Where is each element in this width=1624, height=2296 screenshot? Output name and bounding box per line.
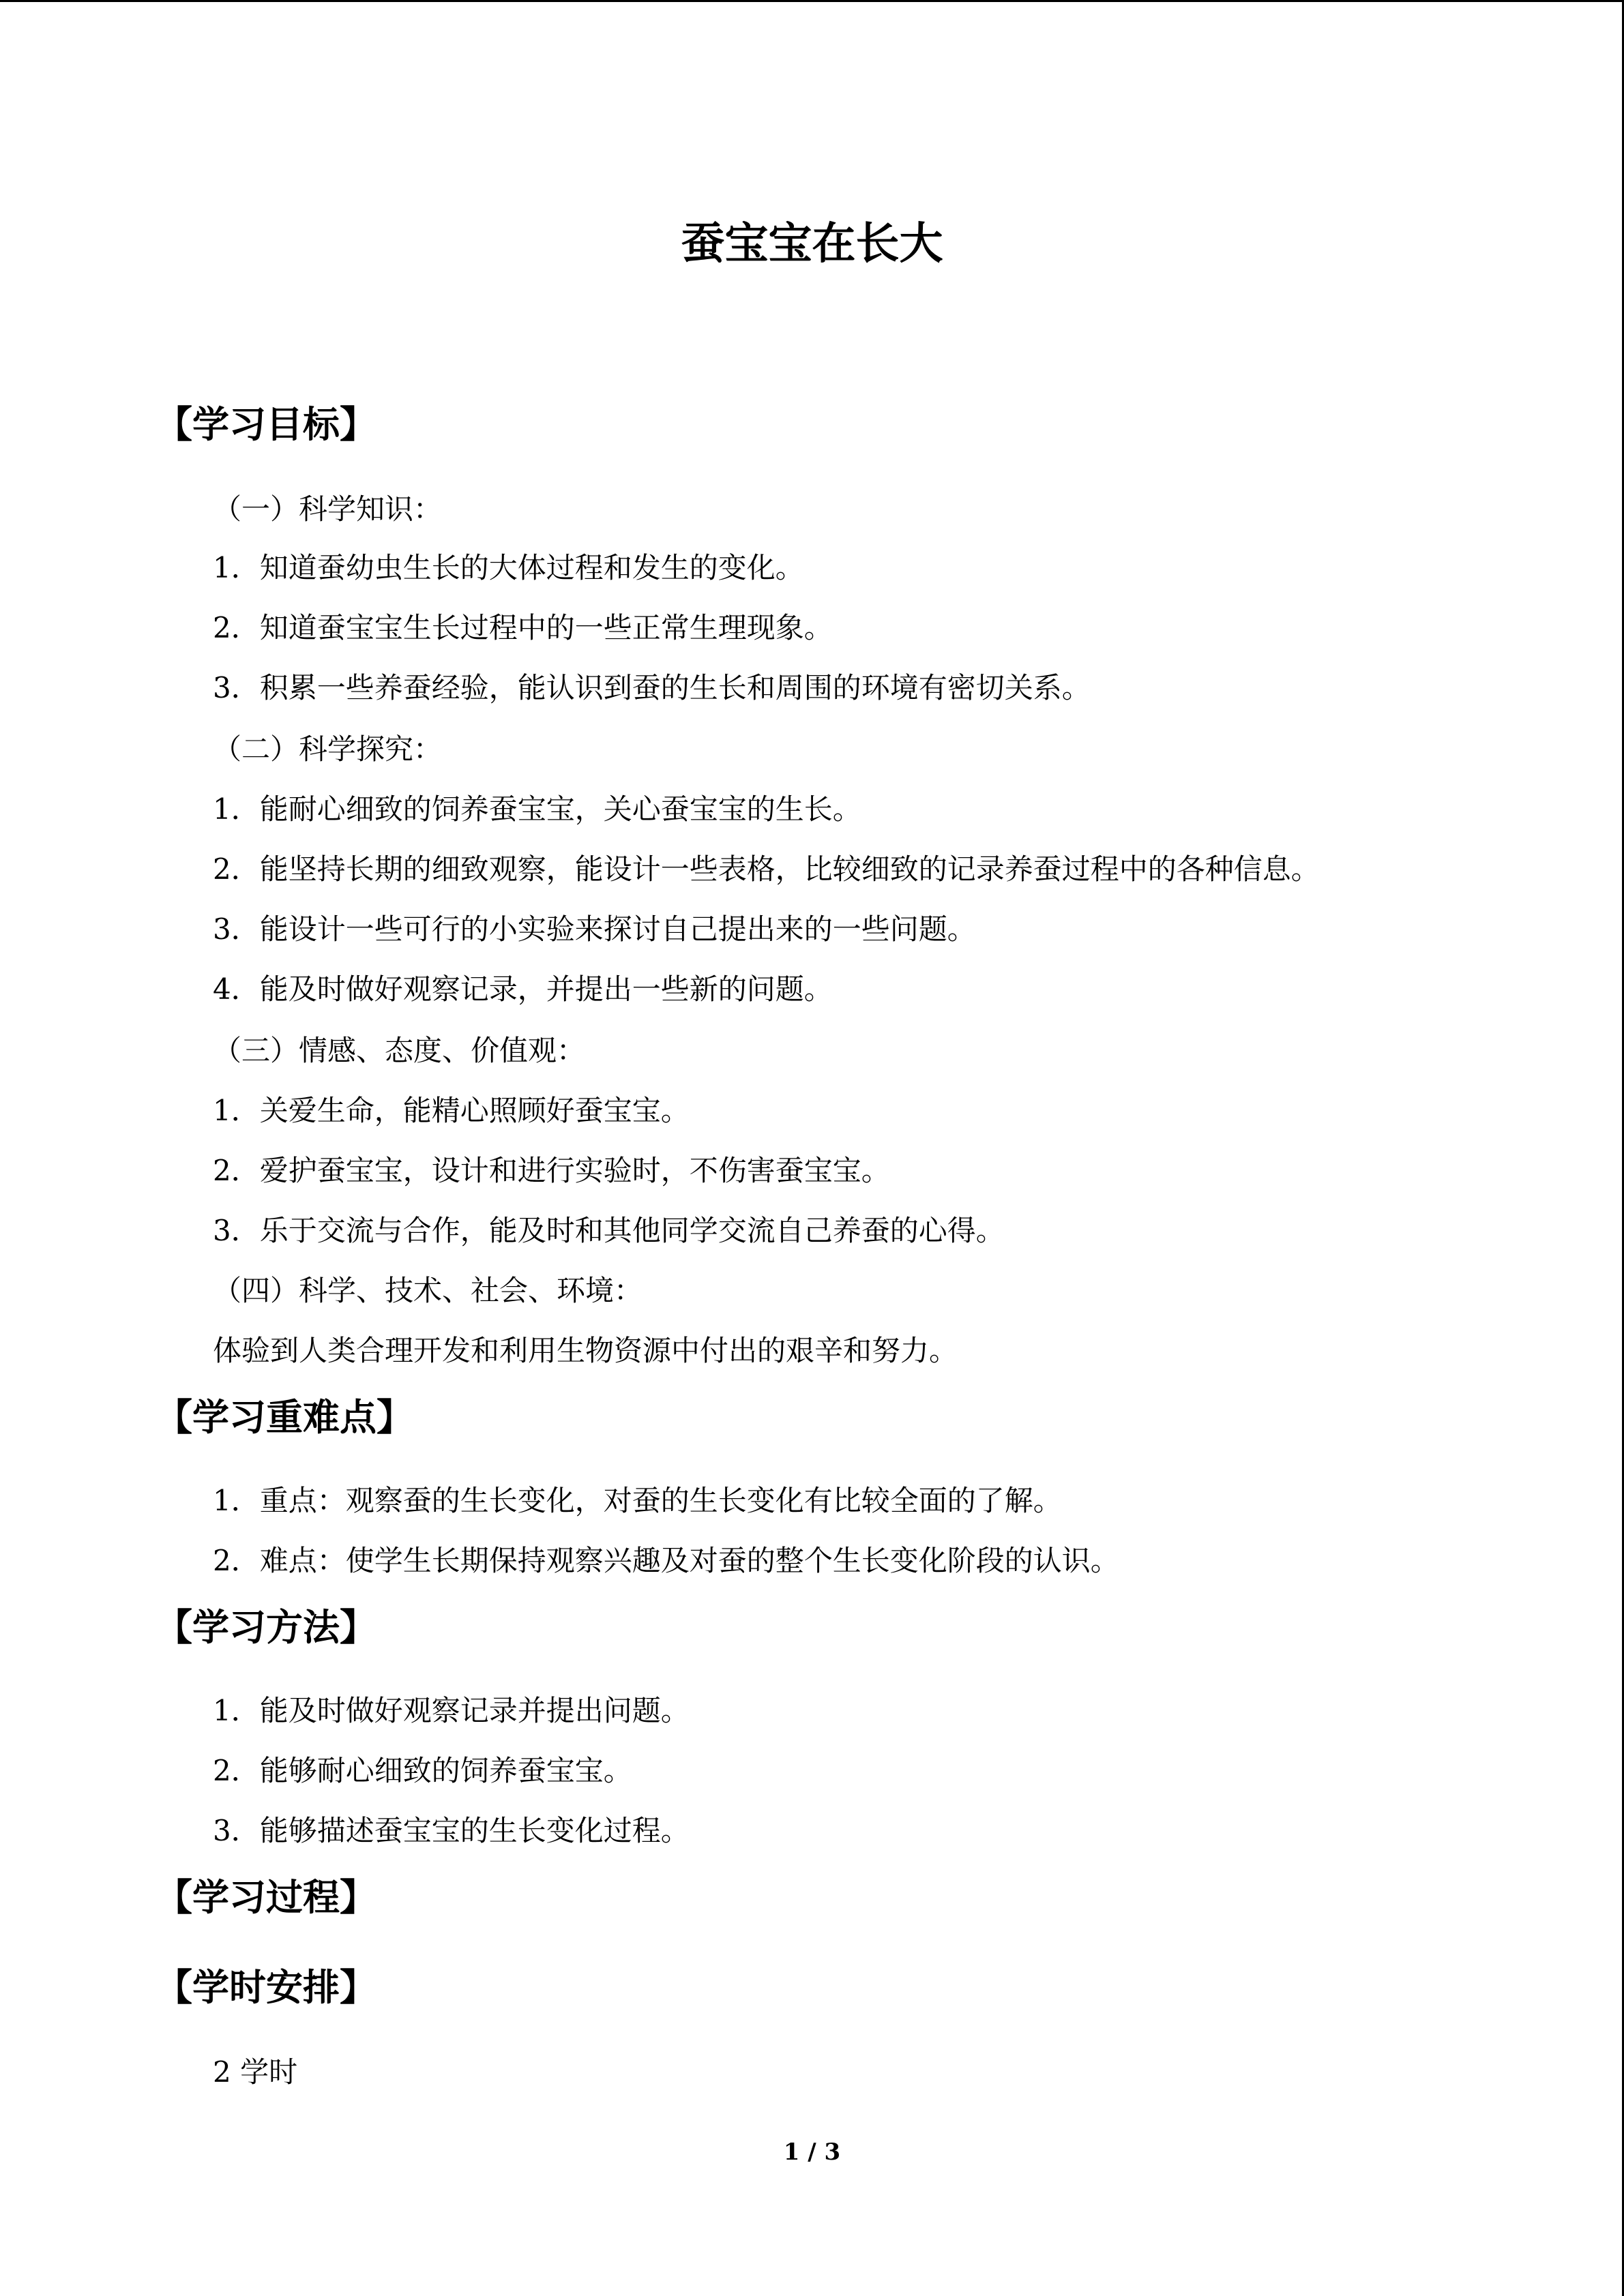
- objectives-inquiry-item: 2．能坚持长期的细致观察，能设计一些表格，比较细致的记录养蚕过程中的各种信息。: [213, 852, 1320, 886]
- methods-item: 1．能及时做好观察记录并提出问题。: [213, 1694, 690, 1727]
- objectives-inquiry-item: 1．能耐心细致的饲养蚕宝宝，关心蚕宝宝的生长。: [213, 792, 861, 826]
- objectives-society-label: （四）科学、技术、社会、环境：: [213, 1274, 643, 1307]
- key-points-item: 2．难点：使学生长期保持观察兴趣及对蚕的整个生长变化阶段的认识。: [213, 1544, 1119, 1577]
- objectives-knowledge-label: （一）科学知识：: [213, 492, 443, 526]
- objectives-inquiry-item: 4．能及时做好观察记录，并提出一些新的问题。: [213, 972, 833, 1006]
- objectives-values-item: 1．关爱生命，能精心照顾好蚕宝宝。: [213, 1094, 690, 1127]
- objectives-values-label: （三）情感、态度、价值观：: [213, 1034, 586, 1067]
- heading-key-points: 【学习重难点】: [156, 1396, 413, 1439]
- methods-item: 2．能够耐心细致的饲养蚕宝宝。: [213, 1754, 632, 1787]
- objectives-society-text: 体验到人类合理开发和利用生物资源中付出的艰辛和努力。: [213, 1334, 958, 1367]
- objectives-knowledge-item: 3．积累一些养蚕经验，能认识到蚕的生长和周围的环境有密切关系。: [213, 671, 1091, 704]
- key-points-item: 1．重点：观察蚕的生长变化，对蚕的生长变化有比较全面的了解。: [213, 1484, 1062, 1517]
- heading-objectives: 【学习目标】: [156, 403, 377, 446]
- objectives-inquiry-label: （二）科学探究：: [213, 732, 443, 766]
- page-title: 蚕宝宝在长大: [681, 219, 943, 269]
- objectives-values-item: 2．爱护蚕宝宝，设计和进行实验时，不伤害蚕宝宝。: [213, 1154, 890, 1187]
- page-number: 1 / 3: [783, 2138, 841, 2166]
- methods-item: 3．能够描述蚕宝宝的生长变化过程。: [213, 1814, 690, 1847]
- objectives-inquiry-item: 3．能设计一些可行的小实验来探讨自己提出来的一些问题。: [213, 912, 976, 946]
- schedule-value: 2 学时: [213, 2055, 298, 2089]
- heading-schedule: 【学时安排】: [156, 1966, 377, 2009]
- objectives-knowledge-item: 2．知道蚕宝宝生长过程中的一些正常生理现象。: [213, 611, 833, 644]
- objectives-values-item: 3．乐于交流与合作，能及时和其他同学交流自己养蚕的心得。: [213, 1214, 1005, 1247]
- heading-methods: 【学习方法】: [156, 1606, 377, 1649]
- heading-process: 【学习过程】: [156, 1876, 377, 1919]
- objectives-knowledge-item: 1．知道蚕幼虫生长的大体过程和发生的变化。: [213, 551, 804, 584]
